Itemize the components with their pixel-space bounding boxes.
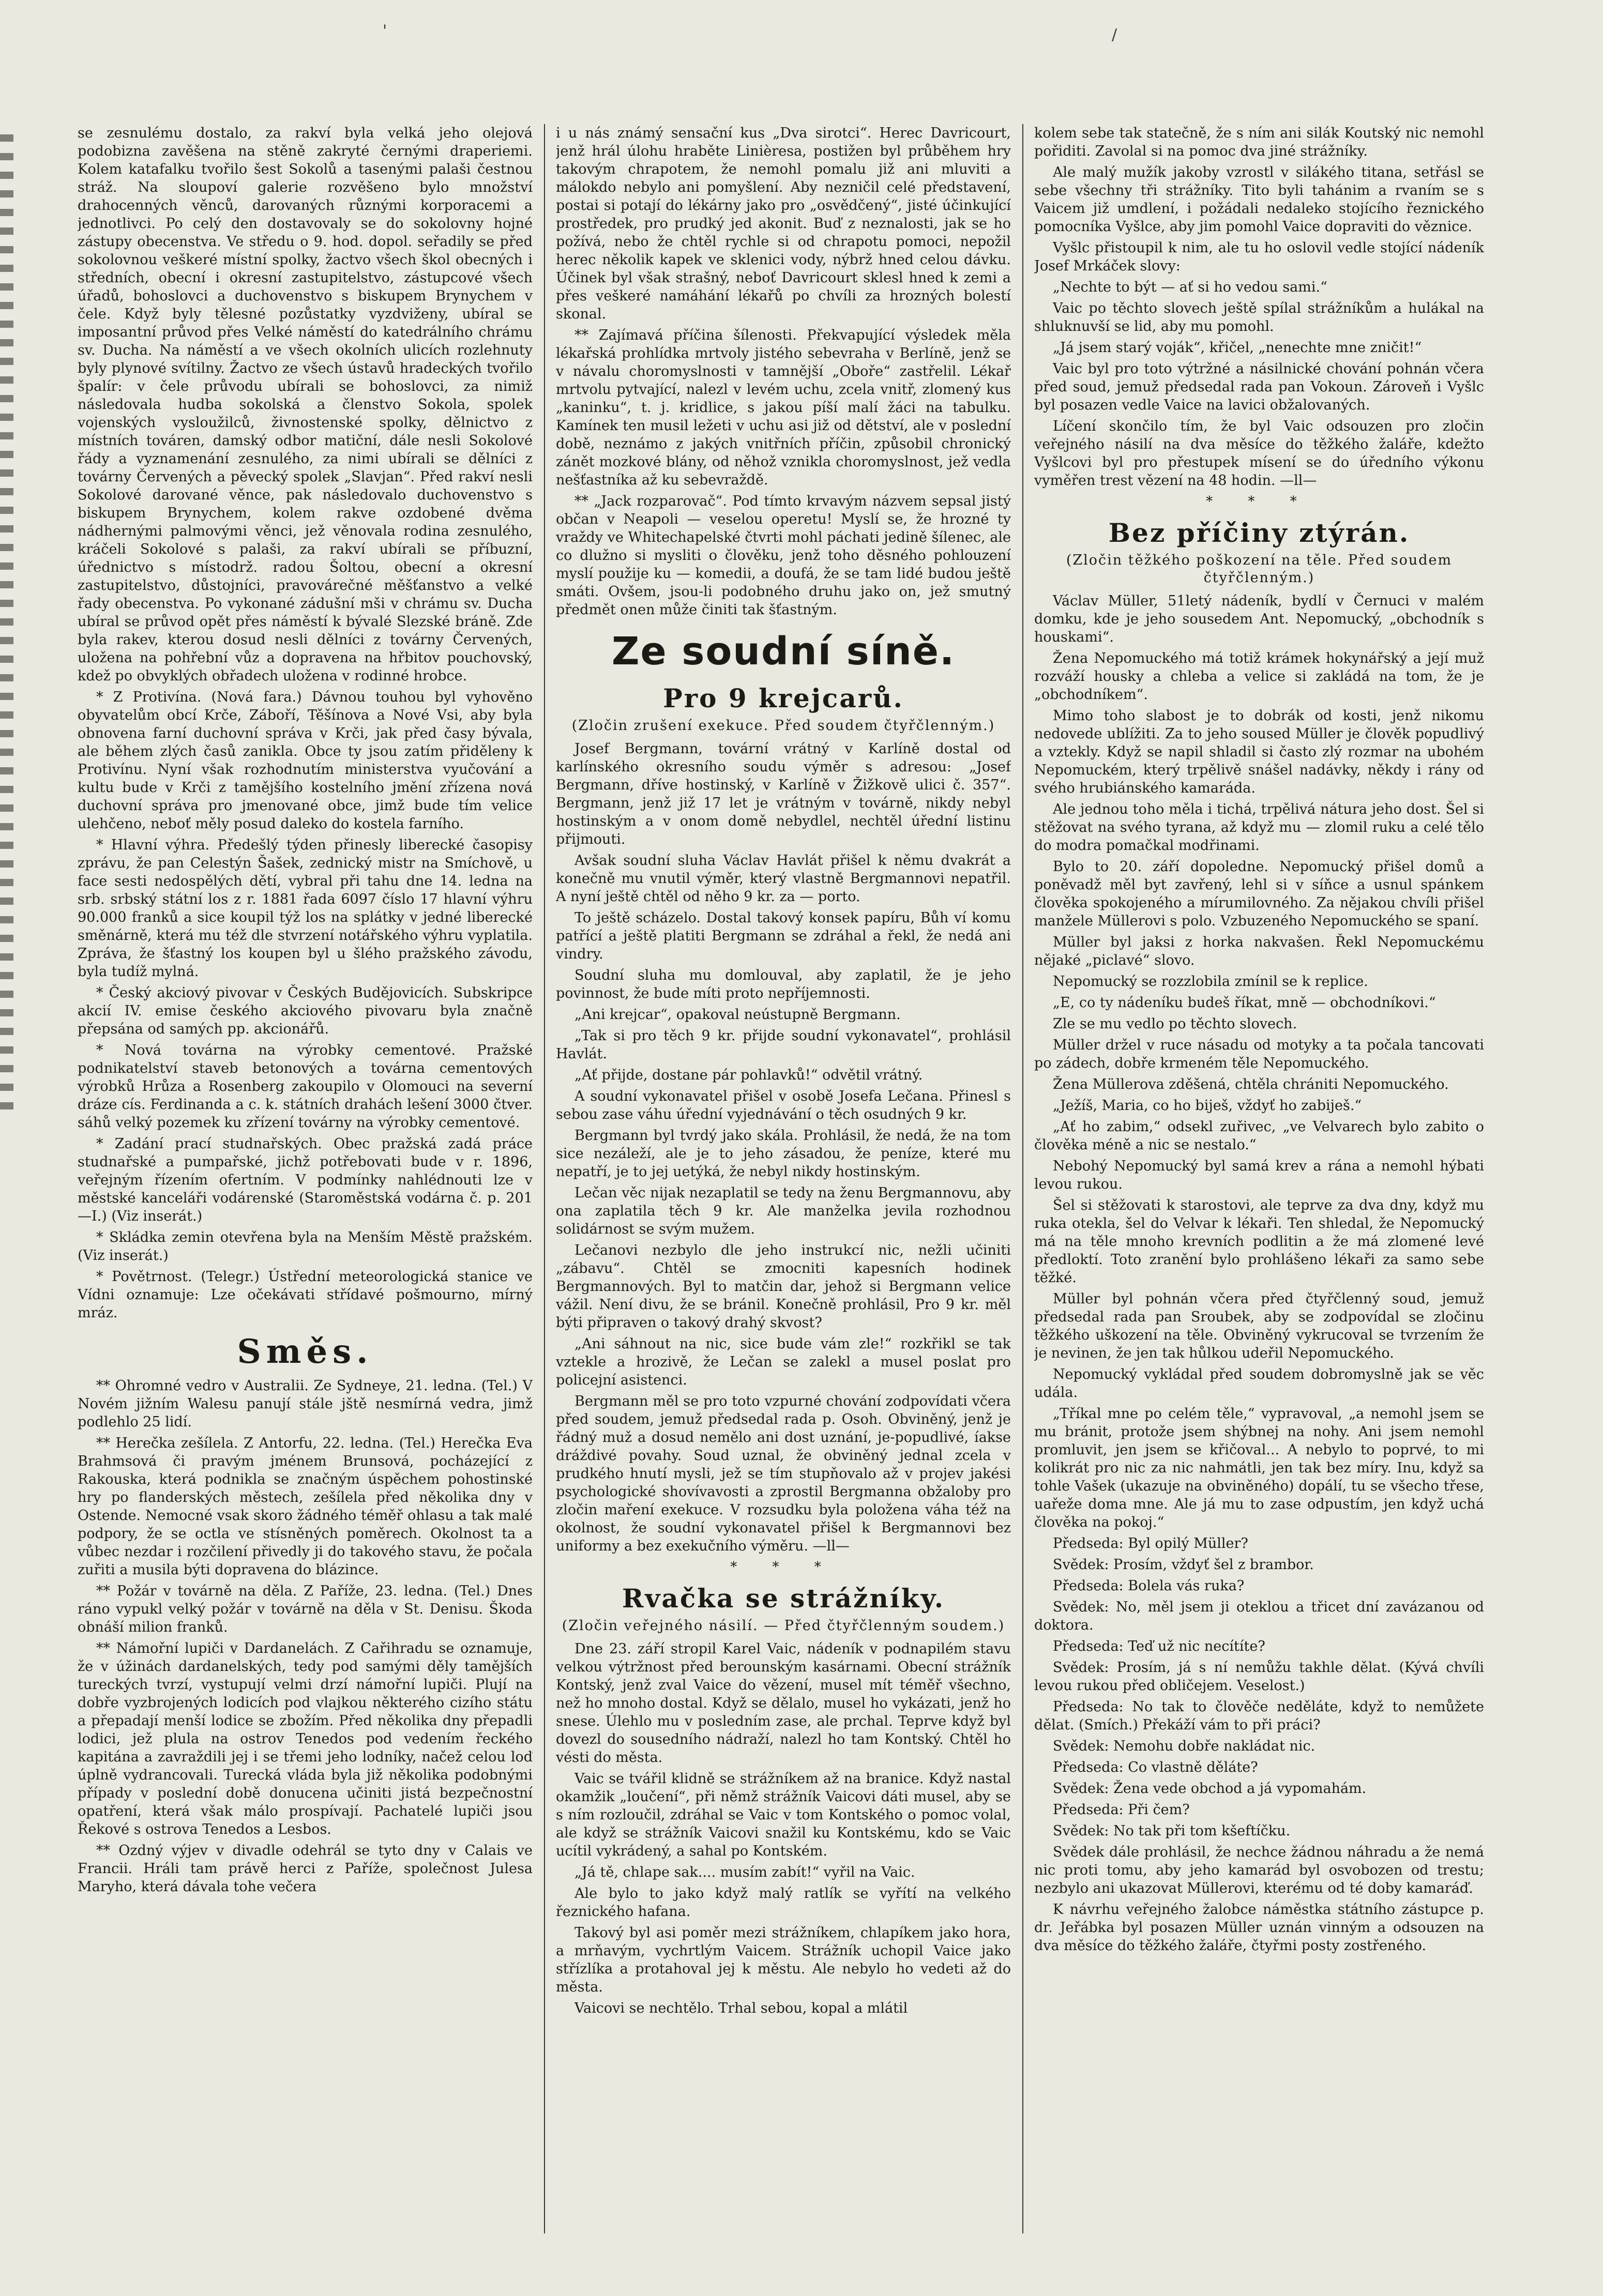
- news-paragraph: * Nová továrna na výrobky cementové. Pražské podnikatelství staveb betonových a továrna cementových výrobků Hrůza a Rosenberg zakoupilo v Olomouci na severní dráze cís. Ferdinanda a c. k. státních drahách lešení 3000 čtver. sáhů velký pozemek ku zřízení továrny na výrobky cementové.: [78, 1042, 533, 1131]
- article-paragraph: Avšak soudní sluha Václav Havlát přišel k němu dvakrát a konečně mu vnutil výměr, který vlastně Bergmannovi nepatřil. A nyní ještě chtěl od něho 9 kr. za — porto.: [556, 853, 1011, 905]
- article-paragraph: „Ani krejcar“, opakoval neústupně Bergmann.: [574, 1007, 901, 1023]
- article-paragraph: Předseda: Co vlastně děláte?: [1053, 1759, 1258, 1775]
- article-paragraph: Předseda: Byl opilý Müller?: [1053, 1535, 1248, 1552]
- article-paragraph: „Já jsem starý voják“, křičel, „nenechte mne zničit!“: [1053, 340, 1422, 356]
- article-paragraph: Zle se mu vedlo po těchto slovech.: [1053, 1016, 1297, 1032]
- article-paragraph: Svědek: No, měl jsem ji oteklou a třicet dní zavázanou od doktora.: [1034, 1599, 1484, 1633]
- smes-paragraph: ** Požár v továrně na děla. Z Paříže, 23. ledna. (Tel.) Dnes ráno vypukl velký požár v továrně na děla v St. Denisu. Škoda obnáší milion franků.: [78, 1583, 533, 1635]
- newspaper-page: [78, 124, 1484, 2233]
- article-paragraph: Svědek: Prosím, vždyť šel z brambor.: [1053, 1557, 1314, 1573]
- article-paragraph: Předseda: Při čem?: [1053, 1802, 1190, 1818]
- article-paragraph: „Nechte to být — ať si ho vedou sami.“: [1053, 279, 1327, 295]
- article-body: [1034, 592, 1484, 1955]
- article-paragraph: Nepomucký vykládal před soudem dobromyslně jak se věc udála.: [1034, 1366, 1484, 1401]
- article-paragraph: Václav Müller, 51letý nádeník, bydlí v Černuci v malém domku, kde je jeho sousedem Ant. Nepomucký, „obchodník s houskami“.: [1034, 593, 1484, 645]
- news-paragraph: se zesnulému dostalo, za rakví byla velká jeho olejová podobizna zavěšena na stěně zakryté černými draperiemi. Kolem katafalku tvořilo šest Sokolů a tasenými palaši čestnou stráž. Na sloupoví galerie rozvěšeno bylo množství drahocenných věnců, darovaných různými korporacemi a jednotlivci. Po celý den dostavovaly se do sokolovny hojné zástupy obecenstva. Ve středu o 9. hod. dopol. seřadily se před sokolovnou veškeré místní spolky, žactvo všech škol obecných i středních, obecní i okresní zastupitelstvo, zástupcové všech úřadů, bohoslovci a duchovenstvo s biskupem Brynychem v čele. Když byly tělesné pozůstatky vyzdviženy, ubíral se imposantní průvod přes Velké náměstí do katedrálního chrámu sv. Ducha. Na náměstí a ve všech okolních ulicích rozlehnuty byly plynové svítilny. Žactvo ze všech ústavů hradeckých tvořilo špalír: v čele průvodu ubírali se bohoslovci, za nimiž následovala hudba sokolská a členstvo Sokola, spolek vojenských vysloužilců, živnostenské spolky, dělnictvo z místních továren, damský odbor matiční, dále nesli Sokolové řády a vyznamenání zesnulého, za nimi ubírali se dělníci z továrny Červených a pěvecký spolek „Slavjan“. Před rakví nesli Sokolové darované věnce, pak následovalo duchovenstvo s biskupem Brynychem, kolem rakve ozdobené dvěma nádhernými palmovými věnci, jež věnovala rodina zesnulého, kráčeli Sokolové s palaši, za rakví ubírali se příbuzní, úřednictvo s místodrž. radou Šoltou, obecní a okresní zastupitelstvo, důstojníci, pravovárečné měšťanstvo a velké řady obecenstva. Po vykonané zádušní mši v chrámu sv. Ducha ubíral se průvod opět přes náměstí k bývalé Slezské bráně. Zde byla rakev, kterou dosud nesli dělníci z továrny Červených, uložena na pohřební vůz a dopravena na hřbitov pouchovský, kdež po obvyklých obřadech uložena v rodinné hrobce.: [78, 125, 533, 684]
- article-paragraph: „Ježíš, Maria, co ho biješ, vždyť ho zabiješ.“: [1053, 1098, 1362, 1114]
- article-paragraph: Svědek: Prosím, já s ní nemůžu takhle dělat. (Kývá chvíli levou rukou před obličejem. Veselost.): [1034, 1660, 1484, 1694]
- article-paragraph: K návrhu veřejného žalobce náměstka státního zástupce p. dr. Jeřábka byl posazen Müller uznán vinným a odsouzen na dva měsíce do těžkého žaláře, čtyřmi posty zostřeného.: [1034, 1902, 1484, 1954]
- smes-paragraph: ** Herečka zešílela. Z Antorfu, 22. ledna. (Tel.) Herečka Eva Brahmsová či pravým jménem Brunsová, pocházející z Rakouska, která podnikla se značným úspěchem pohostinské hry po flanderských městech, zešílela před několika dny v Ostende. Nemocné vsak skoro žádného téměř ohlasu a tak malé podpory, že se octla ve stísněných poměrech. Okolnost ta a vůbec nezdar i rozčilení přivedly ji do takového stavu, že počala zuřiti a musila býti dopravena do blázince.: [78, 1435, 533, 1578]
- article-paragraph: Lečan věc nijak nezaplatil se tedy na ženu Bergmannovu, aby ona zaplatila těch 9 kr. Ale manželka jevila rozhodnou solidárnost se svým mužem.: [556, 1185, 1011, 1237]
- article-paragraph: „Tak si pro těch 9 kr. přijde soudní vykonavatel“, prohlásil Havlát.: [556, 1028, 1011, 1062]
- article-subtitle: (Zločin těžkého poškození na těle. Před soudem čtyřčlenným.): [1066, 552, 1453, 586]
- news-paragraph: * Český akciový pivovar v Českých Budějovicích. Subskripce akcií IV. emise českého akciového pivovaru byla značně přepsána od samých pp. akcionářů.: [78, 985, 533, 1037]
- article-paragraph: „Já tě, chlape sak.... musím zabít!“ vyřil na Vaic.: [574, 1864, 915, 1880]
- article-paragraph: Šel si stěžovati k starostovi, ale teprve za dva dny, když mu ruka otekla, šel do Velvar k lékaři. Ten shledal, že Nepomucký má na těle mnoho krevních podlitin a že má zlomené levé předloktí. Toto zranění bylo prohlášeno lékaři za samo sebe těžké.: [1034, 1197, 1484, 1286]
- article-paragraph: Líčení skončilo tím, že byl Vaic odsouzen pro zločin veřejného násilí na dva měsíce do těžkého žaláře, kdežto Vyšlcovi byl pro přestupek mísení se do úředního výkonu vyměřen trest vězení na 48 hodin. —ll—: [1034, 418, 1484, 489]
- article-paragraph: Ale malý mužík jakoby vzrostl v silákého titana, setřásl se sebe všechny tři strážníky. Tito byli tahánim a rvaním se s Vaicem již umdlení, i požádali nedaleko stojícího řeznického pomocníka Vyšlce, aby jim pomohl Vaice dopraviti do věznice.: [1034, 164, 1484, 235]
- article-paragraph: „Tříkal mne po celém těle,“ vypravoval, „a nemohl jsem se mu bránit, protože jsem shýbnej na nohy. Ani jsem nemohl promluvit, jen jsem se křičoval... A nebylo to poprvé, to mi kolikrát pro nic za nic nahmátli, jen tak bez míry. Inu, když sa tohle Vašek (ukazuje na obviněného) dopálí, tu se všecho třese, uařeže doma mne. Ale já mu to zase odpustím, jen když uchá člověka na pokoj.“: [1034, 1406, 1484, 1530]
- article-paragraph: Předseda: Bolela vás ruka?: [1053, 1578, 1245, 1594]
- article-paragraph: Vyšlc přistoupil k nim, ale tu ho oslovil vedle stojící nádeník Josef Mrkáček slovy:: [1034, 240, 1484, 274]
- article-body: [556, 740, 1011, 1555]
- article-title: Pro 9 krejcarů.: [663, 683, 904, 713]
- column-rule: [1022, 124, 1023, 2233]
- smes-section: [78, 1377, 533, 1896]
- local-news: [78, 124, 533, 1322]
- article-paragraph: A soudní vykonavatel přišel v osobě Josefa Lečana. Přinesl s sebou zase váhu úřední vyjednávání o těch osudných 9 kr.: [556, 1088, 1011, 1122]
- article-paragraph: Mimo toho slabost je to dobrák od kosti, jenž nikomu nedovede ublížiti. Za to jeho soused Müller je člověk popudlivý a vztekly. Když se napil shladil si často zlý rozmar na ubohém Nepomuckém, který trpělivě snášel nadávky, někdy i rány od svého hrubiánského kamaráda.: [1034, 708, 1484, 796]
- scan-left-edge: [0, 134, 13, 1117]
- article-paragraph: Takový byl asi poměr mezi strážníkem, chlapíkem jako hora, a mrňavým, vychrtlým Vaicem. Strážník uchopil Vaice jako střízlíka a protahoval jej k městu. Ale nebylo ho vedeti až do města.: [556, 1925, 1011, 1995]
- article-paragraph: Svědek: Nemohu dobře nakládat nic.: [1053, 1738, 1315, 1754]
- article-paragraph: Žena Müllerova zděšená, chtěla chrániti Nepomuckého.: [1053, 1076, 1449, 1092]
- scan-mark: ': [383, 22, 387, 40]
- article-paragraph: Müller držel v ruce násadu od motyky a ta počala tancovati po zádech, dobře krmeném těle Nepomuckého.: [1034, 1037, 1484, 1071]
- separator-stars: * * *: [730, 1559, 837, 1575]
- smes-paragraph: ** Ozdný výjev v divadle odehrál se tyto dny v Calais ve Francii. Hráli tam právě herci z Paříže, společnost Julesa Maryho, která dávala tohe večera: [78, 1843, 533, 1895]
- smes-paragraph: ** „Jack rozparovač“. Pod tímto krvavým názvem sepsal jistý občan v Neapoli — veselou operetu! Myslí se, že hrozné ty vraždy ve Whitechapelské čtvrti mohl páchati jedině šílenec, ale co dlužno si mysliti o člověku, jenž toho děsného pohlouzení myslí použije ku — komedii, a doufá, že se tam lidé budou ještě smáti. Ovšem, jsou-li podobného druhu jako on, jež smutný předmět onen může činiti tak šťastným.: [556, 493, 1011, 618]
- article-paragraph: To ještě scházelo. Dostal takový konsek papíru, Bůh ví komu patřící a ještě platiti Bergmann se zdráhal a řekl, že nedá ani vindry.: [556, 910, 1011, 962]
- section-title-soudni-sin: Ze soudní síně.: [611, 629, 956, 674]
- section-title-smes: Směs.: [237, 1332, 373, 1371]
- article-paragraph: Müller byl jaksi z horka nakvašen. Řekl Nepomuckému nějaké „piclavé“ slovo.: [1034, 934, 1484, 968]
- article-paragraph: Dne 23. září stropil Karel Vaic, nádeník v podnapilém stavu velkou výtržnost před berounským kasárnami. Obecní strážník Kontský, jenž zval Vaice do vězení, musel mít téměř všechno, než ho mnoho dostal. Když se dělalo, musel ho vykázati, jenž ho snese. Úlehlo mu v posledním zase, ale prchal. Teprve když byl dovezl do sousedního nádraží, nalezl ho tam Kontský. Chtěl ho vésti do města.: [556, 1641, 1011, 1766]
- smes-paragraph: ** Zajímavá příčina šílenosti. Překvapující výsledek měla lékařská prohlídka mrtvoly jistého sebevraha v Berlíně, jenž se v návalu choromyslnosti v tamnější „Oboře“ zastřelil. Lékař mrtvolu pytvající, nalezl v levém uchu, zcela vnitř, zlomený kus „kaninku“, t. j. kridlice, s jakou píší malí žáci na tabulku. Kamínek ten musil ležeti v uchu asi již od dětství, ale v poslední době, neznámo z jakých vnitřních příčin, způsobil chronický zánět mozkové blány, od něhož vznikla choromyslnost, jež vedla nešťastníka až ku sebevraždě.: [556, 327, 1011, 488]
- smes-paragraph: ** Námořní lupiči v Dardanelách. Z Cařihradu se oznamuje, že v úžinách dardanelských, tedy pod samými děly tamějších tureckých tvrzí, vystupují velmi drzí námořní lupiči. Plují na dobře vyzbrojených lodicích pod vlajkou některého cizího státu a přepadají menší lodice se zbožím. Před několika dny přepadli lodici, jež plula na ostrov Tenedos pod vedením řeckého kapitána a zavraždili jej i se třemi jeho lodníky, načež celou loď úplně vydrancovali. Turecká vláda byla již několika podobnými případy v poslední době donucena učiniti jistá bezpečnostní opatření, která však málo prospívají. Pachatelé lupiči jsou Řekové s ostrova Tenedos a Lesbos.: [78, 1640, 533, 1837]
- article-paragraph: Vaic se tvářil klidně se strážníkem až na branice. Když nastal okamžik „loučení“, při němž strážník Vaicovi dáti musel, aby se s ním rozloučil, zdráhal se Vaic v tom Kontského o pomoc volal, ale když se strážník Vaicovi snažil ku Kontskému, kdo se Vaic ucítil vykrádený, a sahal po Kontském.: [556, 1771, 1011, 1859]
- news-paragraph: * Skládka zemin otevřena byla na Menším Městě pražském. (Viz inserát.): [78, 1229, 533, 1264]
- article-paragraph: Bergmann měl se pro toto vzpurné chování zodpovídati včera před soudem, jemuž předsedal rada p. Osoh. Obviněný, jenž je řádný muž a dosud nemělo ani dost uznání, je-popudlivé, íakse dráždivé povahy. Soud uznal, že obviněný jednal zcela v prudkého hnutí mysli, jež se tím stupňovalo až v projev jakési psychologické shovívavosti a zprostil Bergmanna obžaloby pro zločin maření exekuce. V rozsudku byla položena váha též na okolnost, že soudní vykonavatel přišel k Bergmannovi bez uniformy a bez exekučního výměru. —ll—: [556, 1393, 1011, 1554]
- news-paragraph: * Povětrnost. (Telegr.) Ústřední meteorologická stanice ve Vídni oznamuje: Lze očekávati střídavé pošmourno, mírný mráz.: [78, 1269, 533, 1321]
- column-1: [78, 124, 533, 2233]
- article-paragraph: Svědek dále prohlásil, že nechce žádnou náhradu a že nemá nic proti tomu, aby jeho kamarád byl osvobozen od trestu; nezbylo ani ukazovat Müllerovi, kterému od té doby kamaráď.: [1034, 1844, 1484, 1896]
- article-body: [556, 1640, 1011, 2017]
- column-3: [1034, 124, 1484, 2233]
- news-paragraph: * Hlavní výhra. Předešlý týden přinesly liberecké časopisy zprávu, že pan Celestýn Šašek, zednický mistr na Smíchově, u face sesti nedospělých dětí, vybral při tahu dne 14. ledna na srb. srbský státní los z r. 1881 řada 6097 číslo 17 hlavní výhru 90.000 franků a sice koupil týž los na splátky v jedné liberecké směnárně, která mu též dle stvrzení notářského výhru vyplatila. Zpráva, že šťastný los koupen byl u šlého pražského závodu, byla tudíž mylná.: [78, 837, 533, 980]
- article-paragraph: Lečanovi nezbylo dle jeho instrukcí nic, nežli učiniti „zábavu“. Chtěl se zmocniti kapesních hodinek Bergmannových. Byl to matčin dar, jehož si Bergmann velice vážil. Není divu, že se bránil. Konečně prohlásil, Pro 9 kr. měl býti připraven o takový drahý skvost?: [556, 1242, 1011, 1331]
- article-paragraph: Ale jednou toho měla i tichá, trpělivá nátura jeho dost. Šel si stěžovat na svého tyrana, až když mu — zlomil ruku a celé tělo do modra pomačkal modřinami.: [1034, 801, 1484, 854]
- article-paragraph: „E, co ty nádeníku budeš říkat, mně — obchodníkovi.“: [1053, 995, 1436, 1011]
- news-paragraph: * Z Protivína. (Nová fara.) Dávnou touhou byl vyhověno obyvatelům obcí Krče, Záboří, Těšínova a Nové Vsi, aby byla obnovena farní duchovní správa v Krči, jak před časy bývala, ale během zlých časů zanikla. Obce ty jsou zatím přiděleny k Protivínu. Nyní však rozhodnutím ministerstva vyučování a kultu bude v Krči z tamějšího kostelního jmění zřízena nová duchovní správa pro jmenované obce, jimž bude tím velice ulehčeno, neboť měly posud daleko do kostela farního.: [78, 689, 533, 832]
- article-paragraph: Müller byl pohnán včera před čtyřčlenný soud, jemuž předsedal rada pan Sroubek, aby se zodpovídal se zločinu těžkého uškození na těle. Obviněný vykrucoval se tvrzením že je nevinen, že jen tak hůlkou udeřil Nepomuckého.: [1034, 1291, 1484, 1361]
- article-paragraph: „Ani sáhnout na nic, sice bude vám zle!“ rozkřikl se tak vztekle a hrozivě, že Lečan se zalekl a musel poslat pro policejní asistenci.: [556, 1336, 1011, 1388]
- article-paragraph: Vaic byl pro toto výtržné a násilnické chování pohnán včera před soud, jemuž předsedal rada pan Vokoun. Zároveň i Vyšlc byl posazen vedle Vaice na lavici obžalovaných.: [1034, 361, 1484, 413]
- article-paragraph: Předseda: No tak to člověče neděláte, když to nemůžete dělat. (Smích.) Překáží vám to při práci?: [1034, 1699, 1484, 1733]
- article-paragraph: Bergmann byl tvrdý jako skála. Prohlásil, že nedá, že na tom sice nezáleží, ale je to jeho zásadou, že peníze, které mu nepatří, je to jej uetýká, že nebyl nikdy hostinským.: [556, 1128, 1011, 1180]
- article-paragraph: „Ať ho zabim,“ odsekl zuřivec, „ve Velvarech bylo zabito o člověka méně a nic se nestalo.“: [1034, 1119, 1484, 1153]
- smes-paragraph: ** Ohromné vedro v Australii. Ze Sydneye, 21. ledna. (Tel.) V Novém jižním Walesu panují stále jště nesmírná vedra, jimž podlehlo 25 lidí.: [78, 1378, 533, 1430]
- article-paragraph: Ale bylo to jako když malý ratlík se vyřítí na velkého řeznického hafana.: [556, 1886, 1011, 1920]
- article-paragraph: Josef Bergmann, tovární vrátný v Karlíně dostal od karlínského okresního soudu výměr s adresou: „Josef Bergmann, dříve hostinský, v Karlíně v Žižkově ulici č. 357“. Bergmann, jenž již 17 let je vrátným v továrně, nikdy nebyl hostinským a v onom domě nebydlel, nechtěl úřední listinu přijmouti.: [556, 741, 1011, 847]
- article-title: Bez příčiny ztýrán.: [1108, 518, 1410, 548]
- article-paragraph: Bylo to 20. září dopoledne. Nepomucký přišel domů a poněvadž měl byt zavřený, lehl si v síňce a usnul spánkem člověka spokojeného a mírumilovného. Za nějakou chvíli přišel manžele Müllerovi s polo. Vzbuzeného Nepomuckého se spaní.: [1034, 859, 1484, 929]
- article-paragraph: Nebohý Nepomucký byl samá krev a rána a nemohl hýbati levou rukou.: [1034, 1158, 1484, 1192]
- news-paragraph: * Zadání prací studnařských. Obec pražská zadá práce studnařské a pumpařské, jichž potřebovati bude v r. 1896, veřejným řízením ofertním. V podmínky nahlédnouti lze v městské kanceláři vodárenské (Staroměstská vodárna č. p. 201—I.) (Viz inserát.): [78, 1136, 533, 1224]
- article-paragraph: Svědek: Žena vede obchod a já vypomahám.: [1053, 1781, 1367, 1797]
- article-subtitle: (Zločin zrušení exekuce. Před soudem čtyřčlenným.): [571, 718, 995, 734]
- article-paragraph: Nepomucký se rozzlobila zmínil se k replice.: [1053, 974, 1368, 990]
- column-rule: [544, 124, 545, 2233]
- scan-mark: /: [1112, 26, 1117, 44]
- article-paragraph: Vaicovi se nechtělo. Trhal sebou, kopal a mlátil: [574, 2000, 908, 2016]
- article-subtitle: (Zločin veřejného násilí. — Před čtyřčlenným soudem.): [562, 1618, 1005, 1634]
- article-paragraph: kolem sebe tak statečně, že s ním ani silák Koutský nic nemohl pořiditi. Zavolal si na pomoc dva jiné strážníky.: [1034, 125, 1484, 159]
- article-paragraph: Soudní sluha mu domlouval, aby zaplatil, že je jeho povinnost, že bude míti proto nepříjemnosti.: [556, 967, 1011, 1001]
- separator-stars: * * *: [1206, 494, 1312, 509]
- article-paragraph: Žena Nepomuckého má totiž krámek hokynářský a její muž rozváží housky a chleba a velice si zakládá na tom, že je „obchodníkem“.: [1034, 650, 1484, 703]
- article-paragraph: Svědek: No tak při tom kšeftíčku.: [1053, 1823, 1291, 1839]
- article-paragraph: „Ať přijde, dostane pár pohlavků!“ odvětil vrátný.: [574, 1067, 923, 1083]
- article-title: Rvačka se strážníky.: [622, 1583, 945, 1614]
- column-2: [556, 124, 1011, 2233]
- article-paragraph: Vaic po těchto slovech ještě spílal strážníkům a hulákal na shluknuvší se lid, aby mu pomohl.: [1034, 300, 1484, 334]
- smes-paragraph: i u nás známý sensační kus „Dva sirotci“. Herec Davricourt, jenž hrál úlohu hraběte Linièresa, postižen byl průběhem hry takovým chrapotem, že nemohl pomalu již ani mluviti a málokdo nebylo ani pomyšlení. Aby nezničil celé představení, postai si potají do lékárny jako pro „osvědčený“, jisté účinkující prostředek, pro prudký jed akonit. Buď z neznalosti, jak se ho požívá, nebo že chtěl rychle si od chrapotu pomoci, nepožil herec několik kapek ve sklenici vody, nýbrž hned celou dávku. Účinek byl však strašný, neboť Davricourt sklesl hned k zemi a přes veškeré namáhání lékařů po chvíli za hrozných bolestí skonal.: [556, 125, 1011, 322]
- article-paragraph: Předseda: Teď už nic necítíte?: [1053, 1638, 1265, 1654]
